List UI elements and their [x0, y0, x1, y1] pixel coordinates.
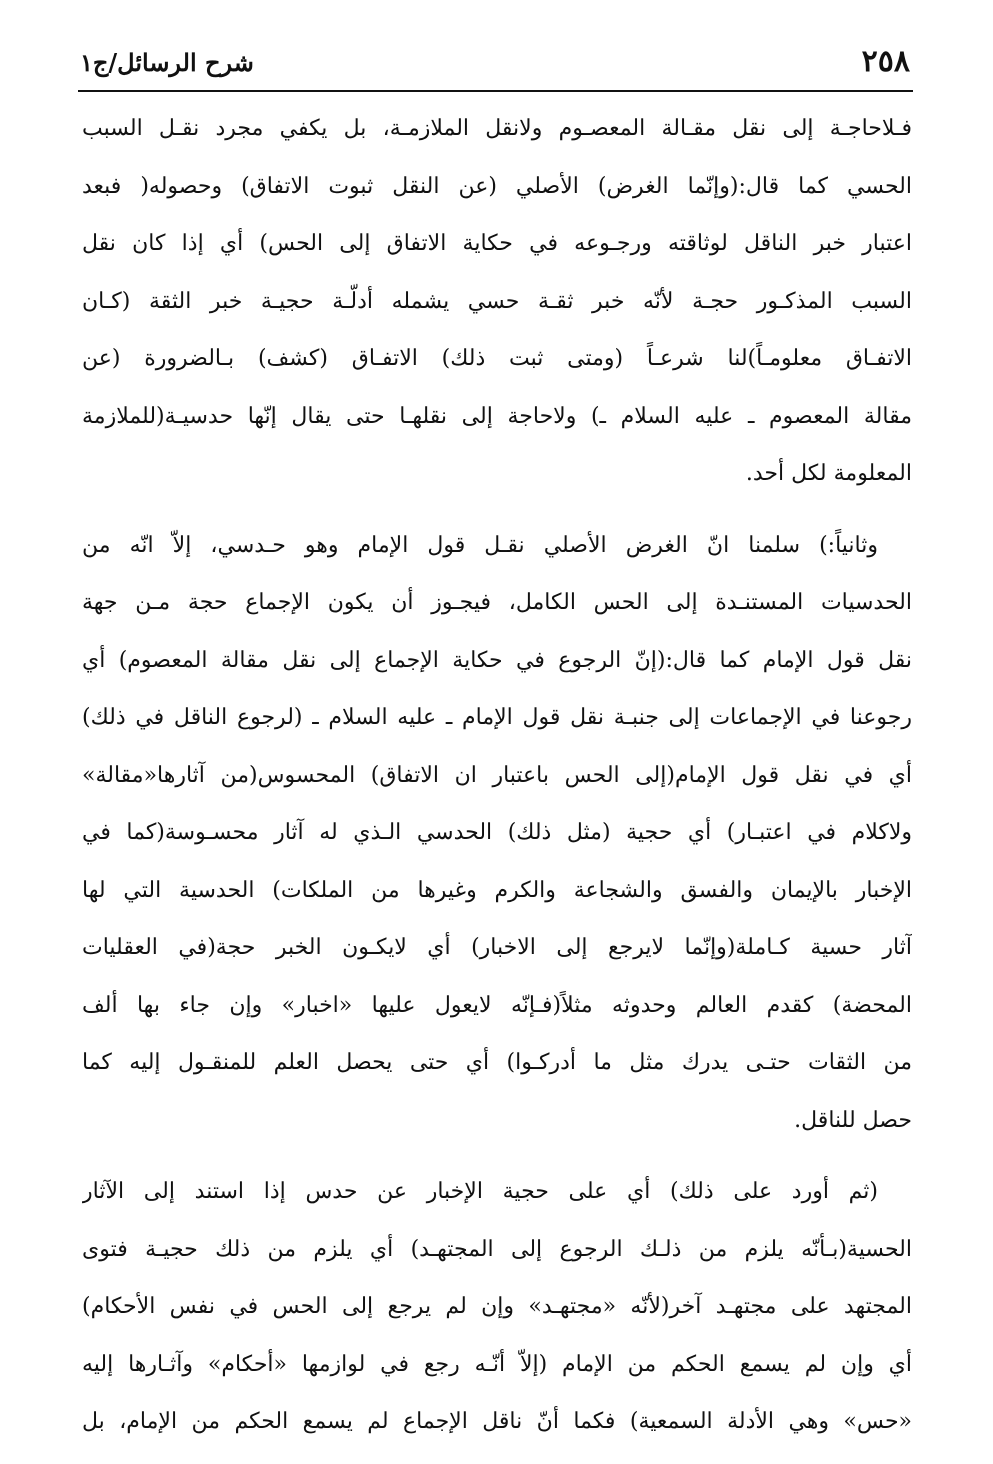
- page-number: ٢٥٨: [861, 44, 910, 79]
- text-line: الإخبار بالإيمان والفسق والشجاعة والكرم وغيرها من الملكات) الحدسية التي لها: [82, 877, 912, 903]
- text-line: المجتهد على مجتهـد آخر(لأنّه «مجتهـد» وإن لم يرجع إلى الحس في نفس الأحكام): [82, 1294, 912, 1319]
- paragraph-gap: [82, 1149, 912, 1163]
- text-line: «حس» وهي الأدلة السمعية) فكما أنّ ناقل الإجماع لم يسمع الحكم من الإمام، بل: [82, 1409, 912, 1434]
- paragraph-gap: [82, 503, 912, 517]
- header-divider: [78, 90, 913, 92]
- text-line: الاتفـاق معلومـاً)لنا شرعـاً (ومتى ثبت ذلك) الاتفـاق (كشف) بـالضرورة (عن: [82, 346, 912, 371]
- text-line: مقالة المعصوم ـ عليه السلام ـ) ولاحاجة إلى نقلهـا حتى يقال إنّها حدسيـة(للملازمة: [82, 403, 912, 429]
- running-title: شرح الرسائل/ج١: [80, 48, 254, 77]
- text-line: ولاكلام في اعتبـار) أي حجية (مثل ذلك) الحدسي الـذي له آثار محسـوسة(كما في: [82, 820, 912, 845]
- text-line: المعلومة لكل أحد.: [745, 461, 912, 486]
- text-line: رجوعنا في الإجماعات إلى جنبـة نقل قول الإمام ـ عليه السلام ـ (لرجوع الناقل في ذلك): [82, 705, 912, 730]
- text-line: الحسي كما قال:(وإنّما الغرض) الأصلي (عن النقل ثبوت الاتفاق) وحصوله( فبعد: [82, 173, 912, 199]
- text-line: أي في نقل قول الإمام(إلى الحس باعتبار ان الاتفاق) المحسوس(من آثارها«مقالة»: [82, 762, 912, 788]
- text-line: من الثقات حتـى يدرك مثل ما أدركـوا) أي حتى يحصل العلم للمنقـول إليه كما: [82, 1050, 912, 1075]
- text-line: وثانياً:) سلمنا انّ الغرض الأصلي نقـل قول الإمام وهو حـدسي، إلاّ انّه من: [82, 532, 878, 558]
- page-header: [80, 42, 910, 88]
- text-line: السبب المذكـور حجـة لأنّه خبر ثقـة حسي يشمله أدلّـة حجيـة خبر الثقة (كـان: [82, 288, 912, 314]
- paragraph-2: [82, 517, 912, 1150]
- text-line: حصل للناقل.: [794, 1107, 912, 1133]
- text-line: آثار حسية كـاملة(وإنّما لايرجع إلى الاخبار) أي لايكـون الخبر حجة(في العقليات: [82, 935, 912, 960]
- text-line: الحسية(بـأنّه يلزم من ذلـك الرجوع إلى المجتهـد) أي يلزم من ذلك حجيـة فتوى: [82, 1236, 912, 1262]
- text-line: فـلاحاجـة إلى نقل مقـالة المعصـوم ولانقل الملازمـة، بل يكفي مجرد نقـل السبب: [82, 116, 912, 141]
- paragraph-3: [82, 1163, 912, 1451]
- text-line: المحضة) كقدم العالم وحدوثه مثلاً(فـإنّه لايعول عليها «اخبار» وإن جاء بها ألف: [82, 992, 912, 1018]
- text-line: (ثم أورد على ذلك) أي على حجية الإخبار عن حدس إذا استند إلى الآثار: [82, 1179, 878, 1204]
- text-line: اعتبار خبر الناقل لوثاقته ورجـوعه في حكاية الاتفاق إلى الحس) أي إذا كان نقل: [82, 231, 912, 256]
- paragraph-1: [82, 100, 912, 503]
- text-line: أي وإن لم يسمع الحكم من الإمام (إلاّ أنّـه رجع في لوازمها «أحكام» وآثـارها إليه: [82, 1351, 912, 1377]
- text-line: الحدسيات المستنـدة إلى الحس الكامل، فيجـوز أن يكون الإجماع حجة مـن جهة: [82, 590, 912, 615]
- text-line: نقل قول الإمام كما قال:(إنّ الرجوع في حكاية الإجماع إلى نقل مقالة المعصوم) أي: [82, 647, 912, 673]
- body-text: [82, 100, 912, 1451]
